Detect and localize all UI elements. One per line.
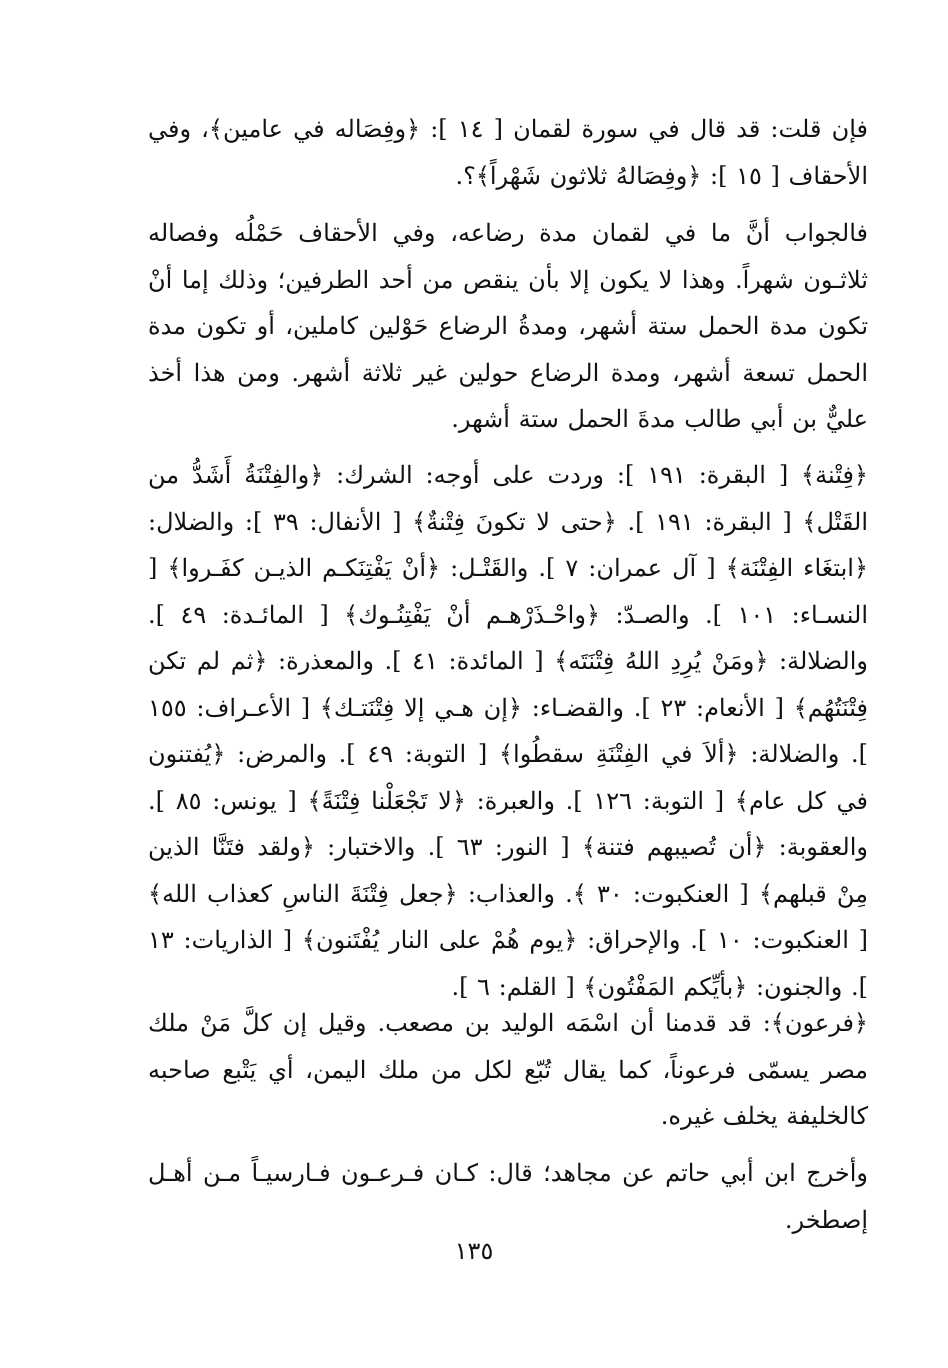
paragraph-fitna: ﴿فِتْنة﴾ [ البقرة: ١٩١ ]: وردت على أوجه: الشرك: ﴿والفِتْنَةُ أَشَدُّ من القَتْل﴾ [ البقرة: ١٩١ ]. ﴿حتى لا تكونَ فِتْنةٌ﴾ [ الأنفال: ٣٩ ]: والضلال: ﴿ابتغَاء الفِتْنَة﴾ [ آل عمران: ٧ ]. والقَتْـل: ﴿أنْ يَفْتِنَكـم الذيـن كفَـروا﴾ [ النسـاء: ١٠١ ]. والصـدّ: ﴿واحْـذَرْهـم أنْ يَفْتِنُـوك﴾ [ المائـدة: ٤٩ ]. والضلالة: ﴿ومَنْ يُرِدِ اللهُ فِتْنَتَه﴾ [ المائدة: ٤١ ]. والمعذرة: ﴿ثم لم تكن فِتْنَتُهُم﴾ [ الأنعام: ٢٣ ]. والقضـاء: ﴿إن هـي إلا فِتْنَتـك﴾ [ الأعـراف: ١٥٥ ]. والضلالة: ﴿ألاَ في الفِتْنَةِ سقطُوا﴾ [ التوبة: ٤٩ ]. والمرض: ﴿يُفتنون في كل عام﴾ [ التوبة: ١٢٦ ]. والعبرة: ﴿لا تَجْعَلْنا فِتْنَةً﴾ [ يونس: ٨٥ ]. والعقوبة: ﴿أن تُصيبهم فتنة﴾ [ النور: ٦٣ ]. والاختبار: ﴿ولقد فتَنَّا الذين مِنْ قبلهم﴾ [ العنكبوت: ٣٠ ﴾. والعذاب: ﴿جعل فِتْنَةَ الناسِ كعذاب الله﴾ [ العنكبوت: ١٠ ]. والإحراق: ﴿يوم هُمْ على النار يُفْتَنون﴾ [ الذاريات: ١٣ ]. والجنون: ﴿بأيِّكم المَفْتُون﴾ [ القلم: ٦ ]. <box>148 461 869 1001</box>
page-number: ١٣٥ <box>454 1237 494 1265</box>
paragraph-ibn-abi-hatim: وأخرج ابن أبي حاتم عن مجاهد؛ قال: كـان فـرعـون فـارسيـاً مـن أهـل إصطخر. <box>148 1159 868 1234</box>
paragraph-firawn: ﴿فرعون﴾: قد قدمنا أن اسْمَه الوليد بن مصعب. وقيل إن كلَّ مَنْ ملك مصر يسمّى فرعوناً، كما يقال تُبّع لكل من ملك اليمن، أي يَتْبع صاحبه كالخليفة يخلف غيره. <box>148 1009 868 1130</box>
paragraph-question: فإن قلت: قد قال في سورة لقمان [ ١٤ ]: ﴿وفِصَاله في عامين﴾، وفي الأحقاف [ ١٥ ]: ﴿وفِصَالهُ ثلاثون شَهْراً﴾؟. <box>148 115 868 190</box>
paragraph-answer: فالجواب أنَّ ما في لقمان مدة رضاعه، وفي الأحقاف حَمْلُه وفصاله ثلاثـون شهراً. وهذا لا يكون إلا بأن ينقص من أحد الطرفين؛ وذلك إما أنْ تكون مدة الحمل ستة أشهر، ومدةُ الرضاع حَوْلين كاملين، أو تكون مدة الحمل تسعة أشهر، ومدة الرضاع حولين غير ثلاثة أشهر. ومن هذا أخذ عليٌّ بن أبي طالب مدةَ الحمل ستة أشهر. <box>148 219 868 433</box>
